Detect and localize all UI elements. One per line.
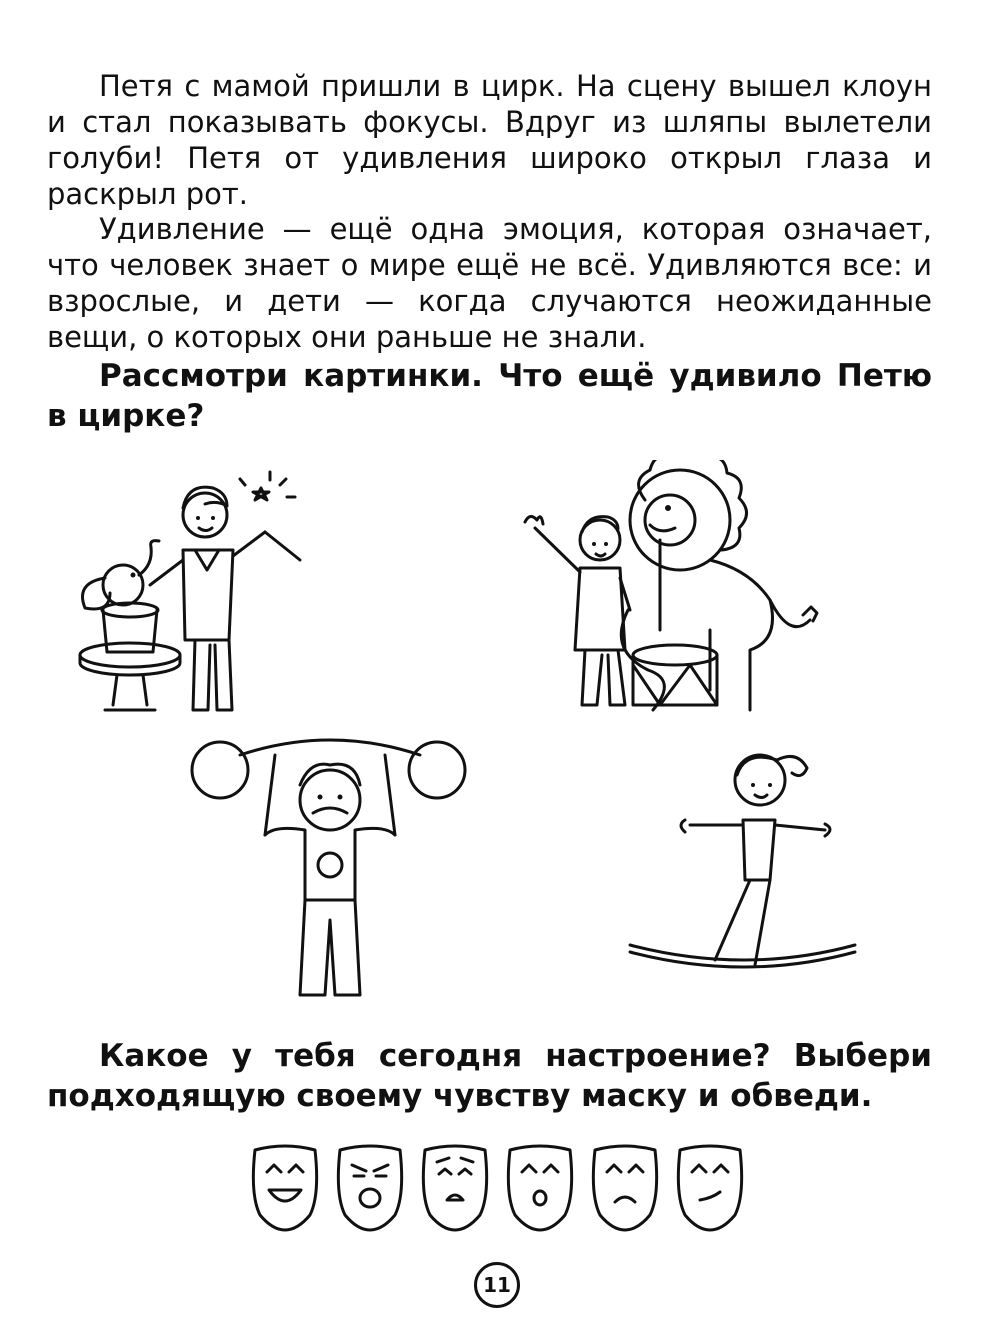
mask-shouting[interactable] [338, 1146, 401, 1230]
tightrope-walker-illustration [625, 740, 865, 990]
mask-surprised[interactable] [508, 1146, 571, 1230]
mask-sad-surprised[interactable] [423, 1146, 486, 1230]
magician-illustration [55, 460, 315, 720]
mask-sad[interactable] [593, 1146, 656, 1230]
mask-laughing[interactable] [253, 1146, 316, 1230]
lion-tamer-illustration [510, 460, 830, 720]
mask-displeased[interactable] [678, 1146, 741, 1230]
page-number: 11 [474, 1262, 520, 1308]
intro-paragraph: Петя с мамой пришли в цирк. На сцену вышел клоун и стал показывать фокусы. Вдруг из шляпы вылетели голуби! Петя от удивления широко открыл глаза и раскрыл рот. [47, 69, 932, 211]
task-look-at-pictures: Рассмотри картинки. Что ещё удивило Петю в цирке? [47, 358, 932, 434]
masks-row [245, 1140, 765, 1250]
strongman-illustration [185, 725, 475, 1005]
emotion-paragraph: Удивление — ещё одна эмоция, которая означает, что человек знает о мире ещё не всё. Удивляются все: и взрослые, и дети — когда случаются неожиданные вещи, о которых они раньше не знали. [47, 212, 932, 354]
task-choose-mask: Какое у тебя сегодня настроение? Выбери подходящую своему чувству маску и обведи. [47, 1038, 932, 1114]
